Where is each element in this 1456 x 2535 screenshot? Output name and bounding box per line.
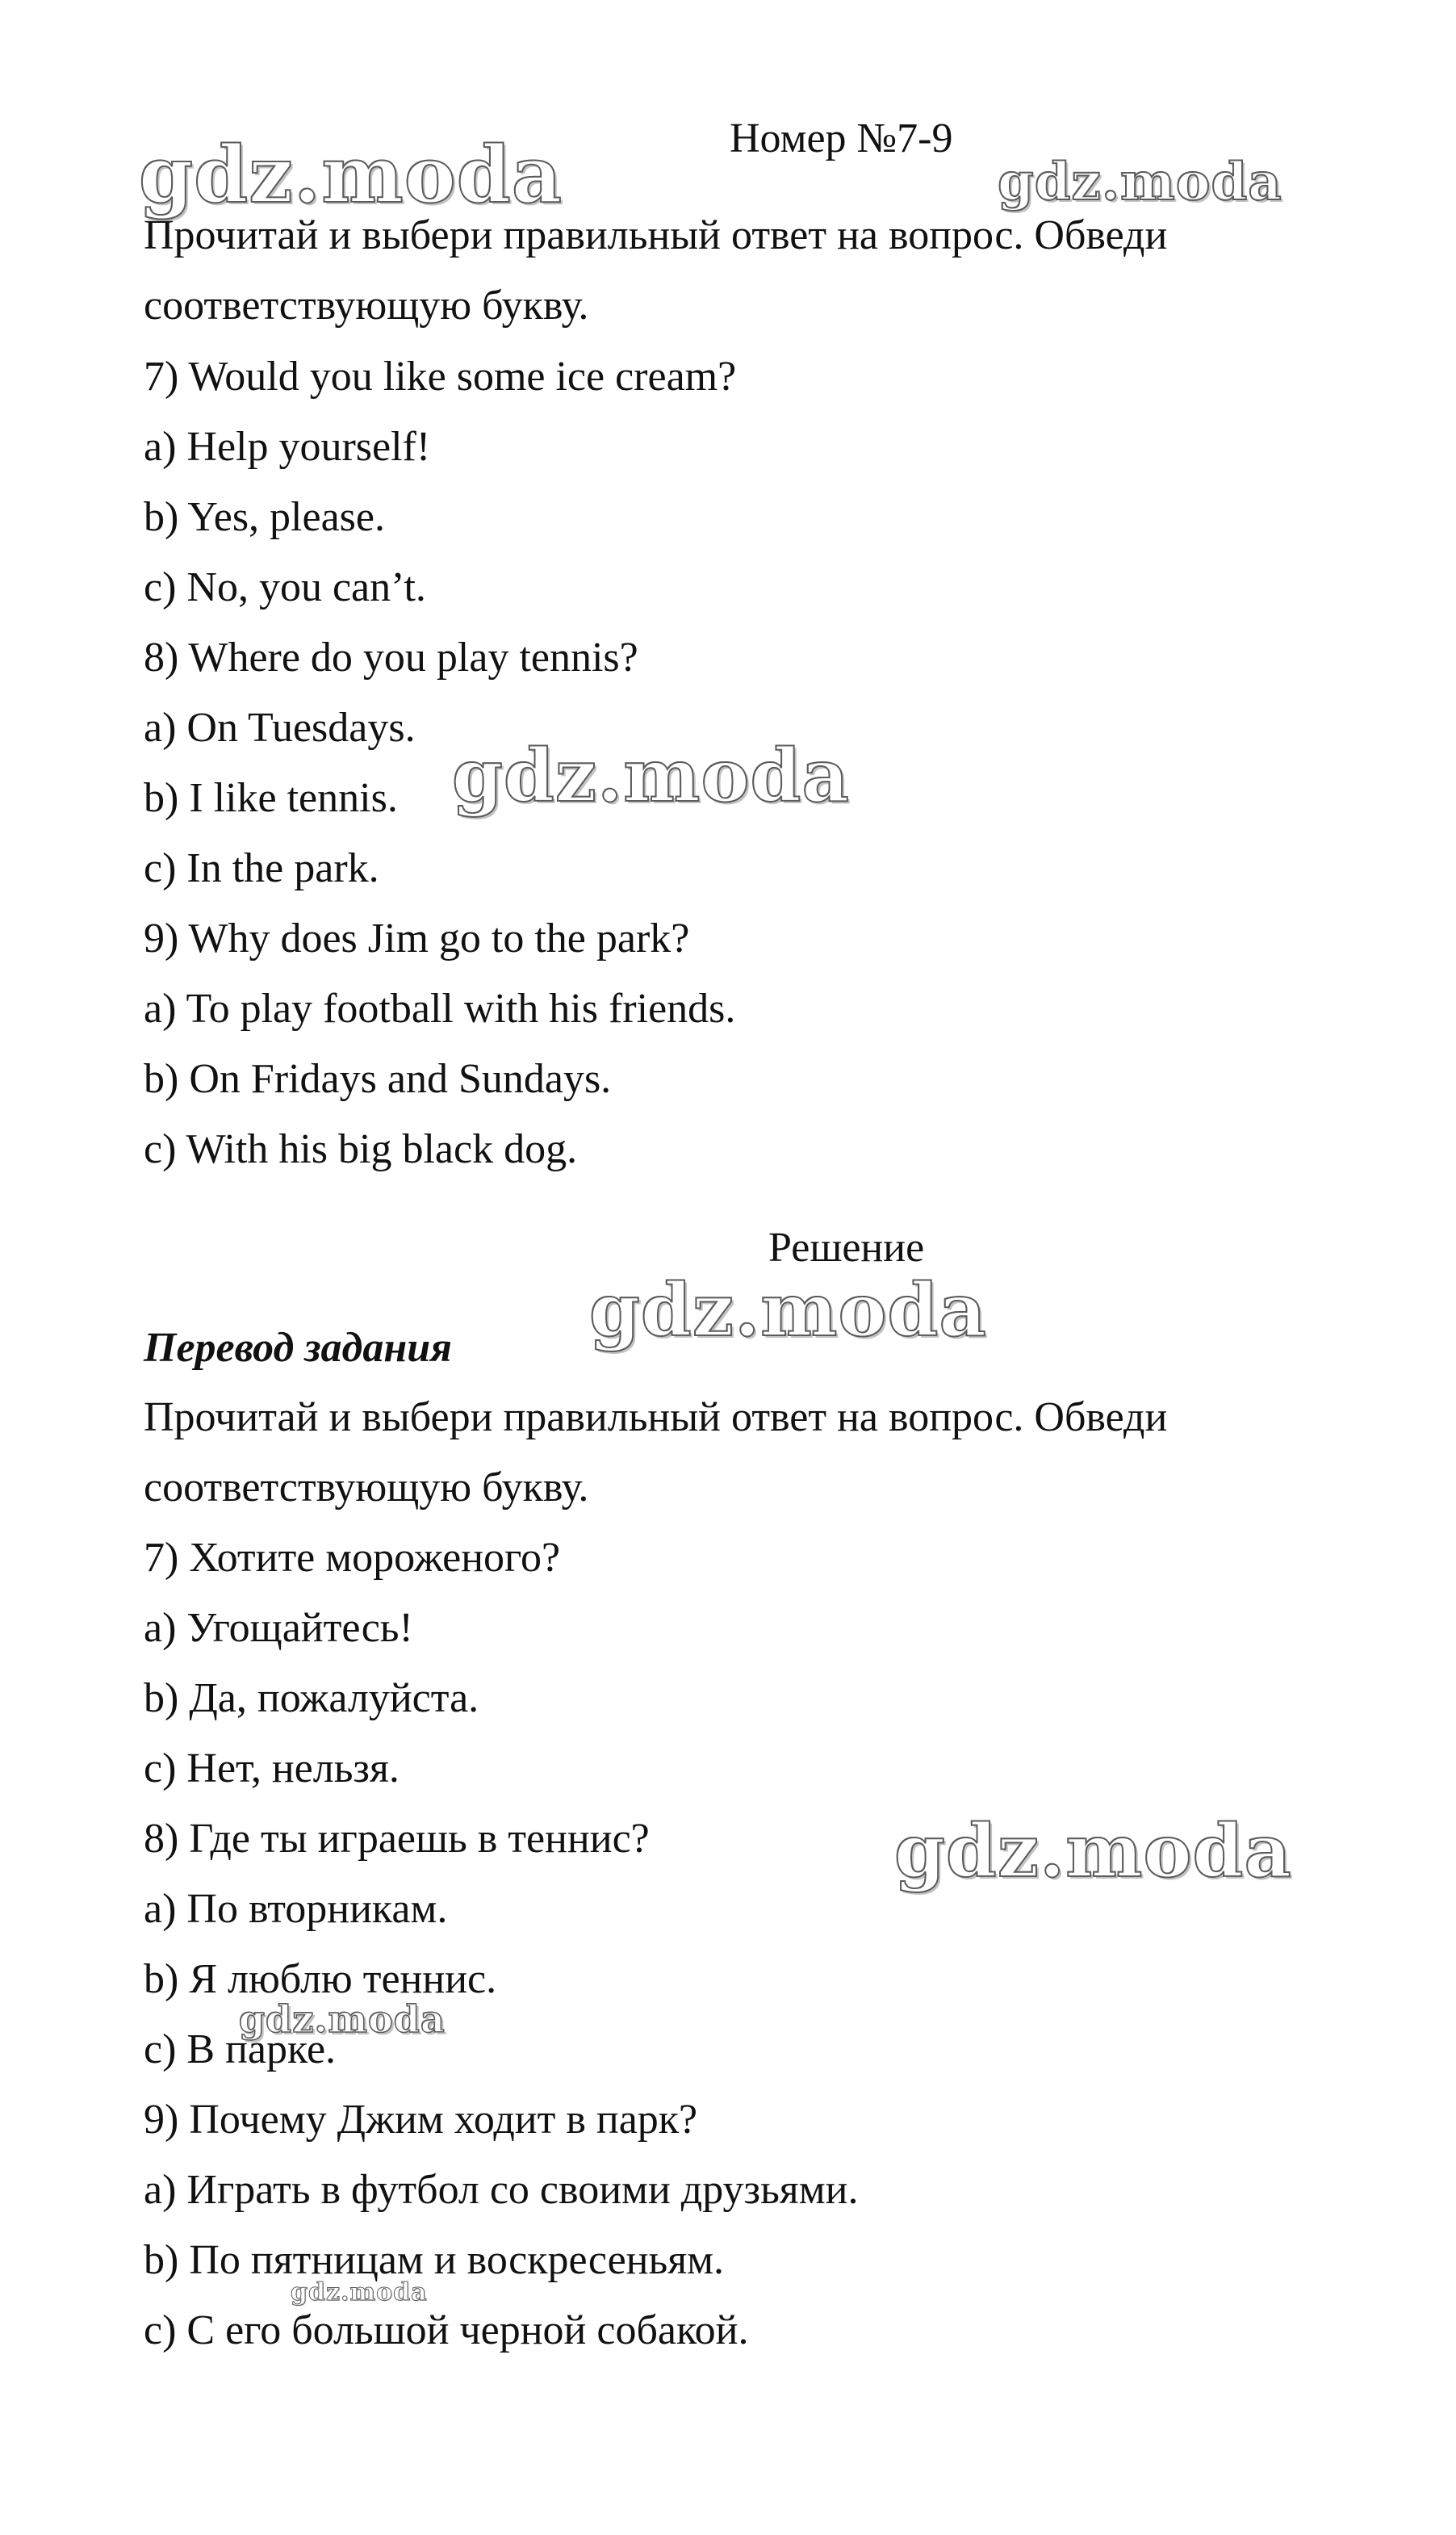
option-7c: c) No, you can’t. <box>144 564 426 610</box>
translation-heading: Перевод задания <box>144 1325 452 1371</box>
question-7: 7) Would you like some ice cream? <box>144 354 737 400</box>
translation-question-8: 8) Где ты играешь в теннис? <box>144 1816 650 1862</box>
option-9b: b) On Fridays and Sundays. <box>144 1056 612 1102</box>
translation-option-7c: c) Нет, нельзя. <box>144 1745 400 1791</box>
option-8c: c) In the park. <box>144 845 379 891</box>
translation-instruction-line1: Прочитай и выбери правильный ответ на вопрос. Обведи <box>144 1394 1168 1440</box>
solution-heading: Решение <box>768 1225 925 1271</box>
option-8a: a) On Tuesdays. <box>144 705 416 751</box>
watermark-logo: gdz.moda <box>452 733 850 819</box>
translation-option-8b: b) Я люблю теннис. <box>144 1956 497 2002</box>
page-title: Номер №7-9 <box>730 115 953 161</box>
task-instruction-line2: соответствующую букву. <box>144 283 589 329</box>
translation-option-8c: c) В парке. <box>144 2026 337 2072</box>
translation-option-9b: b) По пятницам и воскресеньям. <box>144 2237 725 2283</box>
translation-option-7b: b) Да, пожалуйста. <box>144 1675 479 1721</box>
option-8b: b) I like tennis. <box>144 775 398 821</box>
option-9c: c) With his big black dog. <box>144 1126 578 1172</box>
translation-option-9a: a) Играть в футбол со своими друзьями. <box>144 2167 859 2213</box>
watermark-logo: gdz.moda <box>291 2278 428 2307</box>
option-7a: a) Help yourself! <box>144 424 431 470</box>
watermark-logo: gdz.moda <box>239 1997 446 2041</box>
translation-option-8a: a) По вторникам. <box>144 1886 448 1932</box>
question-9: 9) Why does Jim go to the park? <box>144 916 690 962</box>
watermark-logo: gdz.moda <box>589 1268 987 1353</box>
task-instruction-line1: Прочитай и выбери правильный ответ на вопрос. Обведи <box>144 212 1168 258</box>
translation-question-9: 9) Почему Джим ходит в парк? <box>144 2097 698 2143</box>
watermark-logo: gdz.moda <box>894 1808 1292 1894</box>
question-8: 8) Where do you play tennis? <box>144 635 638 681</box>
watermark-logo: gdz.moda <box>139 129 563 220</box>
translation-instruction-line2: соответствующую букву. <box>144 1464 589 1511</box>
option-7b: b) Yes, please. <box>144 494 385 540</box>
translation-option-9c: c) С его большой черной собакой. <box>144 2307 749 2353</box>
translation-option-7a: a) Угощайтесь! <box>144 1605 413 1651</box>
option-9a: a) To play football with his friends. <box>144 986 736 1032</box>
translation-question-7: 7) Хотите мороженого? <box>144 1535 561 1581</box>
watermark-logo: gdz.moda <box>998 152 1282 212</box>
